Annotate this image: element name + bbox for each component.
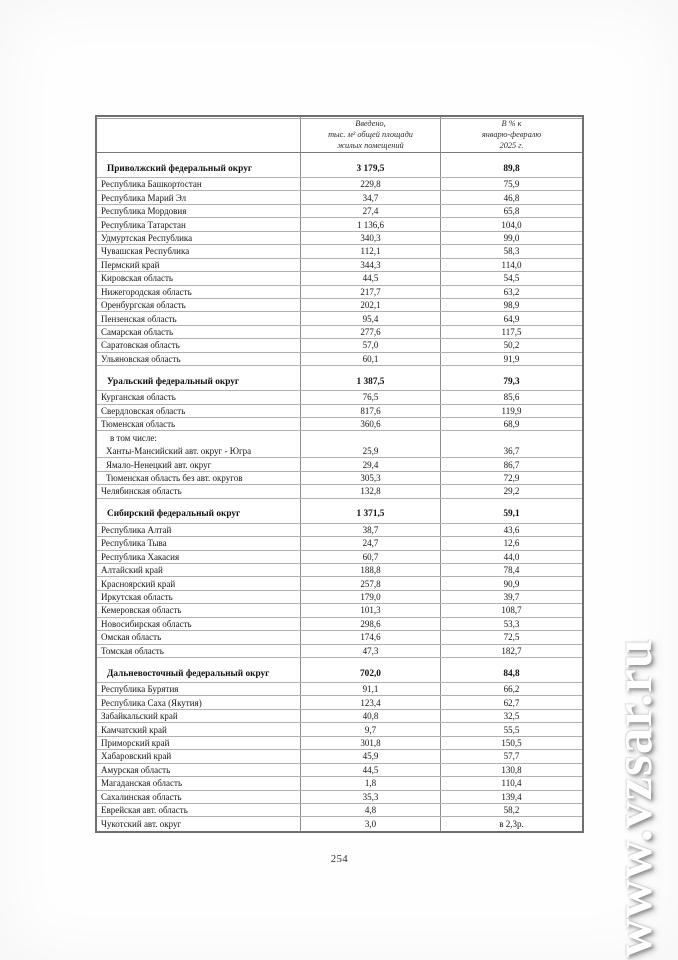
- percent-value-cell: [440, 431, 582, 444]
- percent-value-cell: 150,5: [440, 737, 582, 749]
- introduced-value-cell: 76,5: [300, 391, 440, 403]
- region-name-cell: Республика Башкортостан: [101, 179, 202, 190]
- introduced-value-cell: 45,9: [300, 750, 440, 762]
- percent-value-cell: в 2,3р.: [440, 817, 582, 830]
- region-name-cell: Красноярский край: [101, 578, 176, 589]
- table-row: [97, 391, 582, 404]
- table-row: [97, 817, 582, 830]
- region-name-cell: Республика Мордовия: [101, 206, 187, 217]
- table-row: [97, 524, 582, 537]
- introduced-value-cell: 132,8: [300, 485, 440, 497]
- region-name-cell: Свердловская область: [101, 405, 186, 416]
- region-name-cell: Уральский федеральный округ: [107, 376, 240, 387]
- table-row: [97, 431, 582, 444]
- introduced-value-cell: 344,3: [300, 259, 440, 271]
- percent-value-cell: 36,7: [440, 445, 582, 457]
- percent-value-cell: 99,0: [440, 232, 582, 244]
- section-row: [97, 366, 582, 391]
- introduced-value-cell: 217,7: [300, 286, 440, 298]
- region-name-cell: Камчатский край: [101, 724, 167, 735]
- percent-value-cell: 62,7: [440, 696, 582, 708]
- table-row: [97, 591, 582, 604]
- table-row: [97, 178, 582, 191]
- introduced-value-cell: 101,3: [300, 604, 440, 616]
- header-introduced-line1: Введено,: [355, 119, 386, 129]
- table-row: [97, 777, 582, 790]
- percent-value-cell: 85,6: [440, 391, 582, 403]
- region-name-cell: Республика Хакасия: [101, 551, 180, 562]
- region-name-cell: Омская область: [101, 632, 162, 643]
- region-name-cell: Ульяновская область: [101, 353, 181, 364]
- percent-value-cell: 108,7: [440, 604, 582, 616]
- region-name-cell: в том числе:: [110, 433, 157, 444]
- table-row: [97, 631, 582, 644]
- region-name-cell: Приморский край: [101, 737, 170, 748]
- region-name-cell: Кировская область: [101, 273, 174, 284]
- percent-value-cell: 104,0: [440, 218, 582, 230]
- introduced-value-cell: 174,6: [300, 631, 440, 643]
- percent-value-cell: 59,1: [440, 499, 582, 523]
- percent-value-cell: 119,9: [440, 405, 582, 417]
- introduced-value-cell: 229,8: [300, 178, 440, 190]
- table-header-row: [97, 117, 582, 153]
- table-row: [97, 764, 582, 777]
- table-row: [97, 551, 582, 564]
- percent-value-cell: 46,8: [440, 191, 582, 203]
- header-percent-line1: В % к: [501, 119, 522, 129]
- housing-statistics-table: [95, 115, 584, 833]
- percent-value-cell: 86,7: [440, 458, 582, 470]
- introduced-value-cell: 257,8: [300, 577, 440, 589]
- table-row: [97, 405, 582, 418]
- region-name-cell: Оренбургская область: [101, 300, 186, 311]
- percent-value-cell: 57,7: [440, 750, 582, 762]
- region-name-cell: Магаданская область: [101, 778, 183, 789]
- table-row: [97, 577, 582, 590]
- region-name-cell: Кемеровская область: [101, 605, 182, 616]
- percent-value-cell: 12,6: [440, 537, 582, 549]
- watermark: www.vzsar.ru: [605, 637, 663, 957]
- introduced-value-cell: 9,7: [300, 723, 440, 735]
- percent-value-cell: 130,8: [440, 764, 582, 776]
- percent-value-cell: 90,9: [440, 577, 582, 589]
- percent-value-cell: 64,9: [440, 312, 582, 324]
- introduced-value-cell: 57,0: [300, 339, 440, 351]
- header-region-cell: [97, 117, 300, 152]
- region-name-cell: Республика Бурятия: [101, 684, 179, 695]
- table-row: [97, 312, 582, 325]
- table-row: [97, 737, 582, 750]
- introduced-value-cell: 123,4: [300, 696, 440, 708]
- introduced-value-cell: 277,6: [300, 326, 440, 338]
- table-row: [97, 272, 582, 285]
- introduced-value-cell: 91,1: [300, 683, 440, 695]
- percent-value-cell: 65,8: [440, 205, 582, 217]
- percent-value-cell: 98,9: [440, 299, 582, 311]
- introduced-value-cell: 27,4: [300, 205, 440, 217]
- region-name-cell: Дальневосточный федеральный округ: [107, 668, 270, 679]
- table-row: [97, 804, 582, 817]
- introduced-value-cell: 1,8: [300, 777, 440, 789]
- region-name-cell: Курганская область: [101, 392, 176, 403]
- introduced-value-cell: 60,7: [300, 551, 440, 563]
- percent-value-cell: 79,3: [440, 366, 582, 390]
- region-name-cell: Чувашская Республика: [101, 246, 190, 257]
- region-name-cell: Республика Алтай: [101, 524, 172, 535]
- introduced-value-cell: 38,7: [300, 524, 440, 536]
- region-name-cell: Приволжский федеральный округ: [107, 163, 253, 174]
- percent-value-cell: 182,7: [440, 645, 582, 657]
- table-row: [97, 791, 582, 804]
- introduced-value-cell: 40,8: [300, 710, 440, 722]
- percent-value-cell: 54,5: [440, 272, 582, 284]
- introduced-value-cell: 95,4: [300, 312, 440, 324]
- percent-value-cell: 117,5: [440, 326, 582, 338]
- table-row: [97, 286, 582, 299]
- page-number: 254: [330, 854, 349, 865]
- region-name-cell: Тюменская область без авт. округов: [106, 472, 243, 483]
- table-row: [97, 326, 582, 339]
- percent-value-cell: 78,4: [440, 564, 582, 576]
- region-name-cell: Республика Марий Эл: [101, 192, 187, 203]
- percent-value-cell: 50,2: [440, 339, 582, 351]
- percent-value-cell: 55,5: [440, 723, 582, 735]
- percent-value-cell: 43,6: [440, 524, 582, 536]
- introduced-value-cell: [300, 431, 440, 444]
- table-row: [97, 604, 582, 617]
- introduced-value-cell: 112,1: [300, 245, 440, 257]
- region-name-cell: Пермский край: [101, 259, 160, 270]
- region-name-cell: Алтайский край: [101, 565, 163, 576]
- table-row: [97, 259, 582, 272]
- header-percent-cell: [440, 117, 582, 152]
- introduced-value-cell: 305,3: [300, 472, 440, 484]
- region-name-cell: Республика Татарстан: [101, 219, 186, 230]
- section-row: [97, 658, 582, 683]
- table-row: [97, 418, 582, 431]
- percent-value-cell: 63,2: [440, 286, 582, 298]
- table-row: [97, 723, 582, 736]
- percent-value-cell: 29,2: [440, 485, 582, 497]
- introduced-value-cell: 4,8: [300, 804, 440, 816]
- table-row: [97, 485, 582, 498]
- table-body: [97, 153, 582, 831]
- region-name-cell: Республика Саха (Якутия): [101, 697, 202, 708]
- percent-value-cell: 68,9: [440, 418, 582, 430]
- region-name-cell: Иркутская область: [101, 592, 173, 603]
- introduced-value-cell: 817,6: [300, 405, 440, 417]
- table-row: [97, 339, 582, 352]
- region-name-cell: Сибирский федеральный округ: [107, 509, 241, 520]
- percent-value-cell: 139,4: [440, 791, 582, 803]
- region-name-cell: Ямало-Ненецкий авт. округ: [106, 459, 212, 470]
- percent-value-cell: 53,3: [440, 618, 582, 630]
- region-name-cell: Самарская область: [101, 327, 174, 338]
- table-row: [97, 618, 582, 631]
- table-row: [97, 683, 582, 696]
- percent-value-cell: 58,2: [440, 804, 582, 816]
- table-row: [97, 205, 582, 218]
- introduced-value-cell: 1 387,5: [300, 366, 440, 390]
- region-name-cell: Тюменская область: [101, 419, 176, 430]
- region-name-cell: Саратовская область: [101, 340, 180, 351]
- table-row: [97, 537, 582, 550]
- introduced-value-cell: 25,9: [300, 445, 440, 457]
- table-row: [97, 218, 582, 231]
- introduced-value-cell: 35,3: [300, 791, 440, 803]
- introduced-value-cell: 179,0: [300, 591, 440, 603]
- header-introduced-line3: жилых помещений: [337, 140, 404, 150]
- header-introduced-line2: тыс. м² общей площади: [328, 130, 413, 140]
- percent-value-cell: 110,4: [440, 777, 582, 789]
- introduced-value-cell: 44,5: [300, 272, 440, 284]
- introduced-value-cell: 3,0: [300, 817, 440, 830]
- percent-value-cell: 32,5: [440, 710, 582, 722]
- percent-value-cell: 39,7: [440, 591, 582, 603]
- introduced-value-cell: 298,6: [300, 618, 440, 630]
- percent-value-cell: 91,9: [440, 353, 582, 365]
- percent-value-cell: 114,0: [440, 259, 582, 271]
- region-name-cell: Ханты-Мансийский авт. округ - Югра: [106, 446, 252, 457]
- table-row: [97, 191, 582, 204]
- introduced-value-cell: 1 371,5: [300, 499, 440, 523]
- percent-value-cell: 72,5: [440, 631, 582, 643]
- table-row: [97, 696, 582, 709]
- introduced-value-cell: 24,7: [300, 537, 440, 549]
- table-row: [97, 458, 582, 471]
- region-name-cell: Хабаровский край: [101, 751, 172, 762]
- introduced-value-cell: 1 136,6: [300, 218, 440, 230]
- table-row: [97, 750, 582, 763]
- introduced-value-cell: 29,4: [300, 458, 440, 470]
- table-row: [97, 710, 582, 723]
- percent-value-cell: 89,8: [440, 153, 582, 177]
- introduced-value-cell: 360,6: [300, 418, 440, 430]
- section-row: [97, 153, 582, 178]
- region-name-cell: Томская область: [101, 645, 164, 656]
- introduced-value-cell: 44,5: [300, 764, 440, 776]
- table-row: [97, 472, 582, 485]
- region-name-cell: Чукотский авт. округ: [101, 819, 182, 830]
- region-name-cell: Республика Тыва: [101, 538, 167, 549]
- introduced-value-cell: 301,8: [300, 737, 440, 749]
- region-name-cell: Пензенская область: [101, 313, 177, 324]
- introduced-value-cell: 188,8: [300, 564, 440, 576]
- table-row: [97, 564, 582, 577]
- introduced-value-cell: 3 179,5: [300, 153, 440, 177]
- section-row: [97, 499, 582, 524]
- introduced-value-cell: 202,1: [300, 299, 440, 311]
- percent-value-cell: 72,9: [440, 472, 582, 484]
- percent-value-cell: 66,2: [440, 683, 582, 695]
- region-name-cell: Удмуртская Республика: [101, 232, 193, 243]
- introduced-value-cell: 47,3: [300, 645, 440, 657]
- introduced-value-cell: 34,7: [300, 191, 440, 203]
- percent-value-cell: 44,0: [440, 551, 582, 563]
- header-introduced-cell: [300, 117, 440, 152]
- table-row: [97, 299, 582, 312]
- percent-value-cell: 84,8: [440, 658, 582, 682]
- region-name-cell: Челябинская область: [101, 486, 182, 497]
- introduced-value-cell: 60,1: [300, 353, 440, 365]
- table-row: [97, 232, 582, 245]
- table-row: [97, 445, 582, 458]
- header-percent-line3: 2025 г.: [499, 140, 524, 150]
- region-name-cell: Новосибирская область: [101, 618, 192, 629]
- region-name-cell: Еврейская авт. область: [101, 805, 188, 816]
- region-name-cell: Амурская область: [101, 764, 171, 775]
- percent-value-cell: 58,3: [440, 245, 582, 257]
- region-name-cell: Нижегородская область: [101, 286, 192, 297]
- region-name-cell: Сахалинская область: [101, 791, 182, 802]
- table-row: [97, 245, 582, 258]
- introduced-value-cell: 340,3: [300, 232, 440, 244]
- percent-value-cell: 75,9: [440, 178, 582, 190]
- table-row: [97, 645, 582, 658]
- header-percent-line2: январю-февралю: [481, 130, 542, 140]
- introduced-value-cell: 702,0: [300, 658, 440, 682]
- table-row: [97, 353, 582, 366]
- region-name-cell: Забайкальский край: [101, 711, 178, 722]
